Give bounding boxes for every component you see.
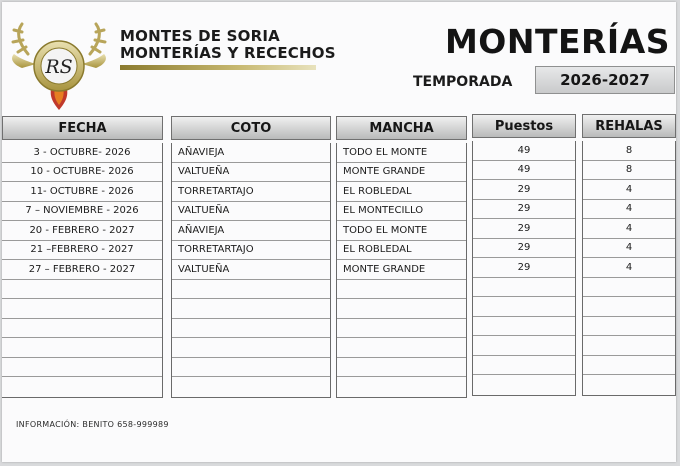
table-cell: TODO EL MONTE: [337, 143, 466, 163]
table-cell: 20 - FEBRERO - 2027: [2, 221, 162, 241]
table-cell: [2, 319, 162, 339]
table-cell: [337, 377, 466, 397]
table-cell: 10 - OCTUBRE- 2026: [2, 163, 162, 183]
deer-antlers-crest-icon: [8, 20, 110, 112]
table-cell: VALTUEÑA: [172, 202, 330, 222]
table-cell: 29: [473, 200, 575, 220]
table-cell: EL ROBLEDAL: [337, 241, 466, 261]
column-mancha: [336, 116, 467, 398]
column-header-rehalas: REHALAS: [582, 114, 676, 138]
table-cell: [2, 338, 162, 358]
table-cell: [473, 375, 575, 395]
table-cell: 29: [473, 258, 575, 278]
table-cell: TORRETARTAJO: [172, 241, 330, 261]
table-cell: 4: [583, 258, 675, 278]
table-cell: [172, 319, 330, 339]
table-cell: [172, 338, 330, 358]
table-cell: [2, 280, 162, 300]
table-cell: [172, 377, 330, 397]
table-cell: 49: [473, 141, 575, 161]
column-header-fecha: FECHA: [2, 116, 163, 140]
table-cell: [473, 278, 575, 298]
table-cell: EL ROBLEDAL: [337, 182, 466, 202]
column-body-fecha: [2, 143, 163, 398]
table-cell: TORRETARTAJO: [172, 182, 330, 202]
column-body-mancha: [336, 143, 467, 398]
table-cell: 8: [583, 141, 675, 161]
table-cell: 49: [473, 161, 575, 181]
table-cell: 27 – FEBRERO - 2027: [2, 260, 162, 280]
table-cell: [337, 358, 466, 378]
table-cell: MONTE GRANDE: [337, 260, 466, 280]
table-cell: 3 - OCTUBRE- 2026: [2, 143, 162, 163]
column-header-coto: COTO: [171, 116, 331, 140]
table-cell: [337, 319, 466, 339]
table-cell: [583, 375, 675, 395]
table-cell: [172, 299, 330, 319]
column-coto: [171, 116, 331, 398]
table-cell: MONTE GRANDE: [337, 163, 466, 183]
brand-underline: [120, 65, 316, 70]
table-cell: 4: [583, 180, 675, 200]
logo-initials: RS: [45, 56, 73, 78]
page-title: MONTERÍAS: [444, 22, 670, 61]
column-body-puestos: [472, 141, 576, 396]
table-cell: [172, 280, 330, 300]
table-cell: [583, 356, 675, 376]
contact-info: INFORMACIÓN: BENITO 658-999989: [16, 420, 169, 429]
column-body-coto: [171, 143, 331, 398]
table-cell: [337, 280, 466, 300]
table-cell: 11- OCTUBRE - 2026: [2, 182, 162, 202]
montería-calendar-card: [2, 2, 676, 462]
brand-name-line1: MONTES DE SORIA: [120, 27, 280, 45]
column-rehalas: [582, 114, 676, 396]
table-cell: 4: [583, 239, 675, 259]
table-cell: AÑAVIEJA: [172, 143, 330, 163]
table-cell: [583, 297, 675, 317]
season-label: TEMPORADA: [413, 74, 513, 90]
table-cell: [2, 358, 162, 378]
table-cell: 29: [473, 239, 575, 259]
table-cell: 4: [583, 200, 675, 220]
table-cell: [2, 377, 162, 397]
table-cell: [583, 336, 675, 356]
table-cell: [337, 299, 466, 319]
table-cell: [583, 278, 675, 298]
table-cell: 4: [583, 219, 675, 239]
table-cell: EL MONTECILLO: [337, 202, 466, 222]
column-fecha: [2, 116, 163, 398]
table-cell: 29: [473, 180, 575, 200]
table-cell: 21 –FEBRERO - 2027: [2, 241, 162, 261]
table-cell: [473, 297, 575, 317]
column-header-puestos: Puestos: [472, 114, 576, 138]
table-cell: 7 – NOVIEMBRE - 2026: [2, 202, 162, 222]
table-cell: [172, 358, 330, 378]
brand-name-line2: MONTERÍAS Y RECECHOS: [120, 44, 336, 62]
table-cell: [583, 317, 675, 337]
column-body-rehalas: [582, 141, 676, 396]
table-cell: [473, 317, 575, 337]
column-header-mancha: MANCHA: [336, 116, 467, 140]
table-cell: [2, 299, 162, 319]
table-cell: TODO EL MONTE: [337, 221, 466, 241]
table-cell: 29: [473, 219, 575, 239]
column-puestos: [472, 114, 576, 396]
table-cell: VALTUEÑA: [172, 163, 330, 183]
table-cell: [337, 338, 466, 358]
table-cell: AÑAVIEJA: [172, 221, 330, 241]
table-cell: [473, 356, 575, 376]
table-cell: [473, 336, 575, 356]
table-cell: VALTUEÑA: [172, 260, 330, 280]
table-cell: 8: [583, 161, 675, 181]
season-value: 2026-2027: [535, 66, 675, 94]
